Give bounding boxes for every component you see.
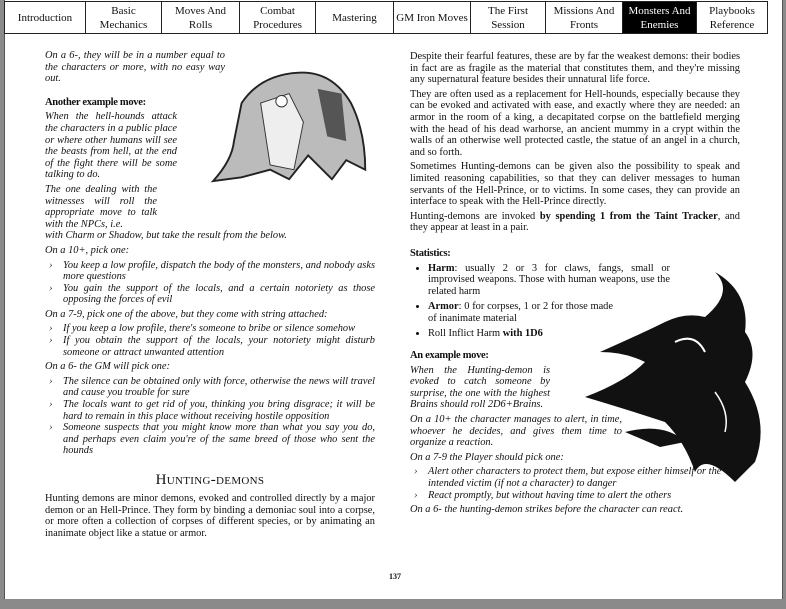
result-7-9-item: › If you keep a low profile, there's someone to bribe or silence somehow <box>63 323 375 335</box>
harm-label: Harm <box>428 262 455 274</box>
right-paragraph-3: Sometimes Hunting-demons can be given also the possibility to speak and limited reasoning capabilities, so that they can deliver messages to human servants of the Hell-Prince, or to victims. In some cases, they can provide an interface to speak with the Hell-Prince directly. <box>410 161 740 208</box>
result-7-9-item: › If you obtain the support of the locals, your notoriety might disturb someone or attract unwanted attention <box>63 335 375 358</box>
tab-missions-and-fronts[interactable]: Missions And Fronts <box>546 2 623 33</box>
result-6-heading: On a 6- the GM will pick one: <box>45 361 170 373</box>
another-move-text-2: The one dealing with the witnesses will roll the appropriate move to talk with the NPCs, i.e. <box>45 183 157 230</box>
example-move-heading: An example move: <box>410 350 489 362</box>
text: Hunting-demons are invoked <box>410 210 540 222</box>
another-move-heading: Another example move: <box>45 96 146 108</box>
harm-text: : usually 2 or 3 for claws, fangs, small or improvised weapons. Those with human weapons, use the related harm <box>428 262 670 297</box>
section-paragraph: Hunting demons are minor demons, evoked and controlled directly by a major demon or an Hell-Prince. They form by binding a demoniac soul into a corpse, or more often a collection of corpses of different species, or by animating an inanimate object like a statue or armor. <box>45 493 375 539</box>
stat-armor <box>428 301 613 324</box>
tab-introduction[interactable]: Introduction <box>5 2 86 33</box>
example-move-item: › Alert other characters to protect them, but expose either himself or the intended victim (if not a character) to danger <box>428 466 740 489</box>
chapter-nav <box>4 1 768 34</box>
result-10-heading: On a 10+, pick one: <box>45 244 130 256</box>
roll-text: Roll Inflict Harm <box>428 328 503 340</box>
stat-roll <box>428 328 670 340</box>
right-column <box>410 51 740 519</box>
example-move-text-3: On a 7-9 the Player should pick one: <box>410 451 564 463</box>
tab-the-first-session[interactable]: The First Session <box>471 2 546 33</box>
tab-monsters-and-enemies[interactable]: Monsters And Enemies <box>623 2 697 33</box>
tab-playbooks-reference[interactable]: Playbooks Reference <box>709 4 755 31</box>
example-move-text-1: When the Hunting-demon is evoked to catch someone by surprise, the one with the highest Brains should roll 2D6+Brains. <box>410 364 550 411</box>
result-7-9-heading: On a 7-9, pick one of the above, but they come with string attached: <box>45 308 328 320</box>
stat-harm <box>428 263 670 298</box>
result-6-item: › Someone suspects that you might know more than what you say you do, and perhaps even claim you're of the same breed of those who sent the hounds <box>63 422 375 457</box>
armor-text: : 0 for corpses, 1 or 2 for those made of inanimate material <box>428 301 613 324</box>
another-move-text: When the hell-hounds attack the characters in a public place or where other humans will see the beasts from hell, at the end of the fight there will be some talking to do. <box>45 111 177 181</box>
intro-paragraph: On a 6-, they will be in a number equal to the characters or more, with no easy way out. <box>45 50 225 85</box>
result-10-item: › You gain the support of the locals, and a certain notoriety as those opposing the forces of evil <box>63 283 375 306</box>
tab-gm-iron-moves[interactable]: GM Iron Moves <box>394 2 471 33</box>
tab-moves-and-rolls[interactable]: Moves And Rolls <box>162 2 240 33</box>
left-column <box>45 50 375 542</box>
armor-label: Armor <box>428 301 459 313</box>
tab-basic-mechanics[interactable]: Basic Mechanics <box>86 2 162 33</box>
right-paragraph-2: They are often used as a replacement for Hell-hounds, especially because they can be evoked and activated with ease, and exactly where they are needed: an armor in the room of a king, a decapitated corpse on the battlefield merging with the head of his dead warhorse, an ancient mummy in a crypt within the walls of an otherwise well protected castle, the statue of an angel in a church, and so forth. <box>410 88 740 158</box>
taint-tracker-cost: by spending 1 from the Taint Tracker <box>539 210 718 222</box>
tab-combat-procedures[interactable]: Combat Procedures <box>240 2 316 33</box>
example-move-text-2: On a 10+ the character manages to alert, in time, whoever he decides, and gives them time to organize a reaction. <box>410 414 622 449</box>
section-title: Hunting-demons <box>155 472 265 488</box>
statistics-heading: Statistics: <box>410 247 451 259</box>
example-move-text-4: On a 6- the hunting-demon strikes before the character can react. <box>410 504 684 516</box>
result-10-item: › You keep a low profile, dispatch the body of the monsters, and nobody asks more questions <box>63 260 375 283</box>
example-move-item: › React promptly, but without having time to alert the others <box>428 490 740 502</box>
roll-dice: with 1D6 <box>502 328 543 340</box>
result-6-item: › The locals want to get rid of you, thinking you bring disgrace; it will be hard to remain in this place without receiving hostile opposition <box>63 399 375 422</box>
another-move-text-3: with Charm or Shadow, but take the result from the below. <box>45 230 287 242</box>
result-6-item: › The silence can be obtained only with force, otherwise the news will travel and cause you trouble for sure <box>63 376 375 399</box>
tab-mastering[interactable]: Mastering <box>316 2 394 33</box>
page-number: 137 <box>389 572 401 581</box>
right-paragraph-4 <box>410 211 740 234</box>
text: , and they appear at least in a pair. <box>410 210 740 234</box>
right-paragraph-1: Despite their fearful features, these are by far the weakest demons: their bodies in fact are as fragile as the material that constitutes them, and they're missing any supernatural feature besides their unnatural life force. <box>410 51 740 86</box>
